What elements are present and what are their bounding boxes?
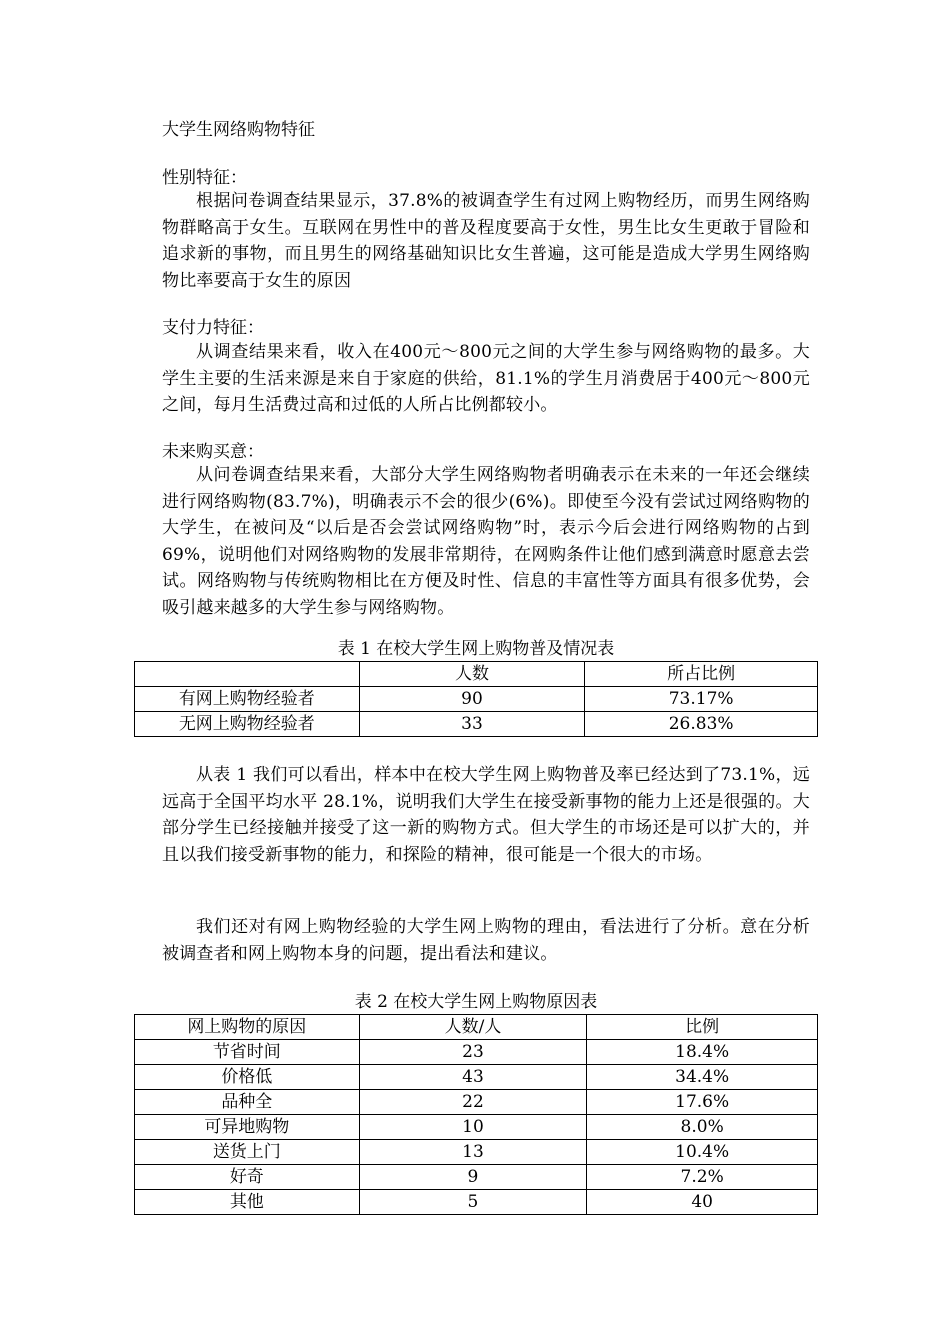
- document-title: 大学生网络购物特征: [162, 120, 315, 140]
- table-cell: 22: [359, 1090, 587, 1115]
- table-cell: 5: [359, 1190, 587, 1215]
- gender-paragraph: 根据问卷调查结果显示，37.8%的被调查学生有过网上购物经历，而男生网络购物群略高于女生。互联网在男性中的普及程度要高于女性，男生比女生更敢于冒险和追求新的事物，而且男生的网络基础知识比女生普遍，这可能是造成大学男生网络购物比率要高于女生的原因: [162, 191, 810, 291]
- table-row: [135, 1190, 818, 1215]
- table-header-cell: 网上购物的原因: [135, 1015, 360, 1040]
- table-cell: 23: [359, 1040, 587, 1065]
- table1-header-row: [135, 662, 818, 687]
- table-cell: 无网上购物经验者: [135, 712, 360, 737]
- future-heading: 未来购买意：: [162, 442, 264, 462]
- analysis-intro-paragraph: 我们还对有网上购物经验的大学生网上购物的理由，看法进行了分析。意在分析被调查者和网上购物本身的问题，提出看法和建议。: [162, 917, 810, 964]
- table2: [134, 1014, 818, 1215]
- gender-heading: 性别特征：: [162, 168, 247, 188]
- table-row: [135, 712, 818, 737]
- table-header-cell: 人数/人: [359, 1015, 587, 1040]
- table-header-cell: 所占比例: [585, 662, 818, 687]
- future-paragraph: 从问卷调查结果来看，大部分大学生网络购物者明确表示在未来的一年还会继续进行网络购物(83.7%)，明确表示不会的很少(6%)。即使至今没有尝试过网络购物的大学生，在被问及“以后是否会尝试网络购物”时，表示今后会进行网络购物的占到69%，说明他们对网络购物的发展非常期待，在网购条件让他们感到满意时愿意去尝试。网络购物与传统购物相比在方便及时性、信息的丰富性等方面具有很多优势，会吸引越来越多的大学生参与网络购物。: [162, 465, 810, 618]
- table-header-cell: 比例: [587, 1015, 818, 1040]
- table-row: [135, 1090, 818, 1115]
- table-cell: 73.17%: [585, 687, 818, 712]
- table-cell: 其他: [135, 1190, 360, 1215]
- table1-caption: 表 1 在校大学生网上购物普及情况表: [337, 639, 615, 659]
- table-cell: 43: [359, 1065, 587, 1090]
- table-cell: 34.4%: [587, 1065, 818, 1090]
- table-cell: 8.0%: [587, 1115, 818, 1140]
- table2-header-row: [135, 1015, 818, 1040]
- table-cell: 17.6%: [587, 1090, 818, 1115]
- table-header-cell: 人数: [359, 662, 585, 687]
- table1-analysis-paragraph: 从表 1 我们可以看出，样本中在校大学生网上购物普及率已经达到了73.1%，远远高于全国平均水平 28.1%，说明我们大学生在接受新事物的能力上还是很强的。大部分学生已经接触并接受了这一新的购物方式。但大学生的市场还是可以扩大的，并且以我们接受新事物的能力，和探险的精神，很可能是一个很大的市场。: [162, 765, 810, 865]
- table-header-cell: [135, 662, 360, 687]
- table-cell: 7.2%: [587, 1165, 818, 1190]
- table-cell: 可异地购物: [135, 1115, 360, 1140]
- table-cell: 18.4%: [587, 1040, 818, 1065]
- table-cell: 送货上门: [135, 1140, 360, 1165]
- table-cell: 10.4%: [587, 1140, 818, 1165]
- table-row: [135, 1065, 818, 1090]
- table-row: [135, 1040, 818, 1065]
- payment-heading: 支付力特征：: [162, 318, 264, 338]
- table-row: [135, 1165, 818, 1190]
- table-cell: 33: [359, 712, 585, 737]
- table2-caption: 表 2 在校大学生网上购物原因表: [354, 992, 598, 1012]
- table-cell: 26.83%: [585, 712, 818, 737]
- table1: [134, 661, 818, 737]
- table-cell: 价格低: [135, 1065, 360, 1090]
- table-cell: 9: [359, 1165, 587, 1190]
- table-cell: 13: [359, 1140, 587, 1165]
- table-cell: 40: [587, 1190, 818, 1215]
- table-cell: 90: [359, 687, 585, 712]
- table-row: [135, 687, 818, 712]
- table-row: [135, 1115, 818, 1140]
- table-cell: 好奇: [135, 1165, 360, 1190]
- table-cell: 品种全: [135, 1090, 360, 1115]
- table-cell: 有网上购物经验者: [135, 687, 360, 712]
- payment-paragraph: 从调查结果来看，收入在400元～800元之间的大学生参与网络购物的最多。大学生主要的生活来源是来自于家庭的供给，81.1%的学生月消费居于400元～800元之间，每月生活费过高和过低的人所占比例都较小。: [162, 342, 810, 415]
- table-row: [135, 1140, 818, 1165]
- table-cell: 10: [359, 1115, 587, 1140]
- table-cell: 节省时间: [135, 1040, 360, 1065]
